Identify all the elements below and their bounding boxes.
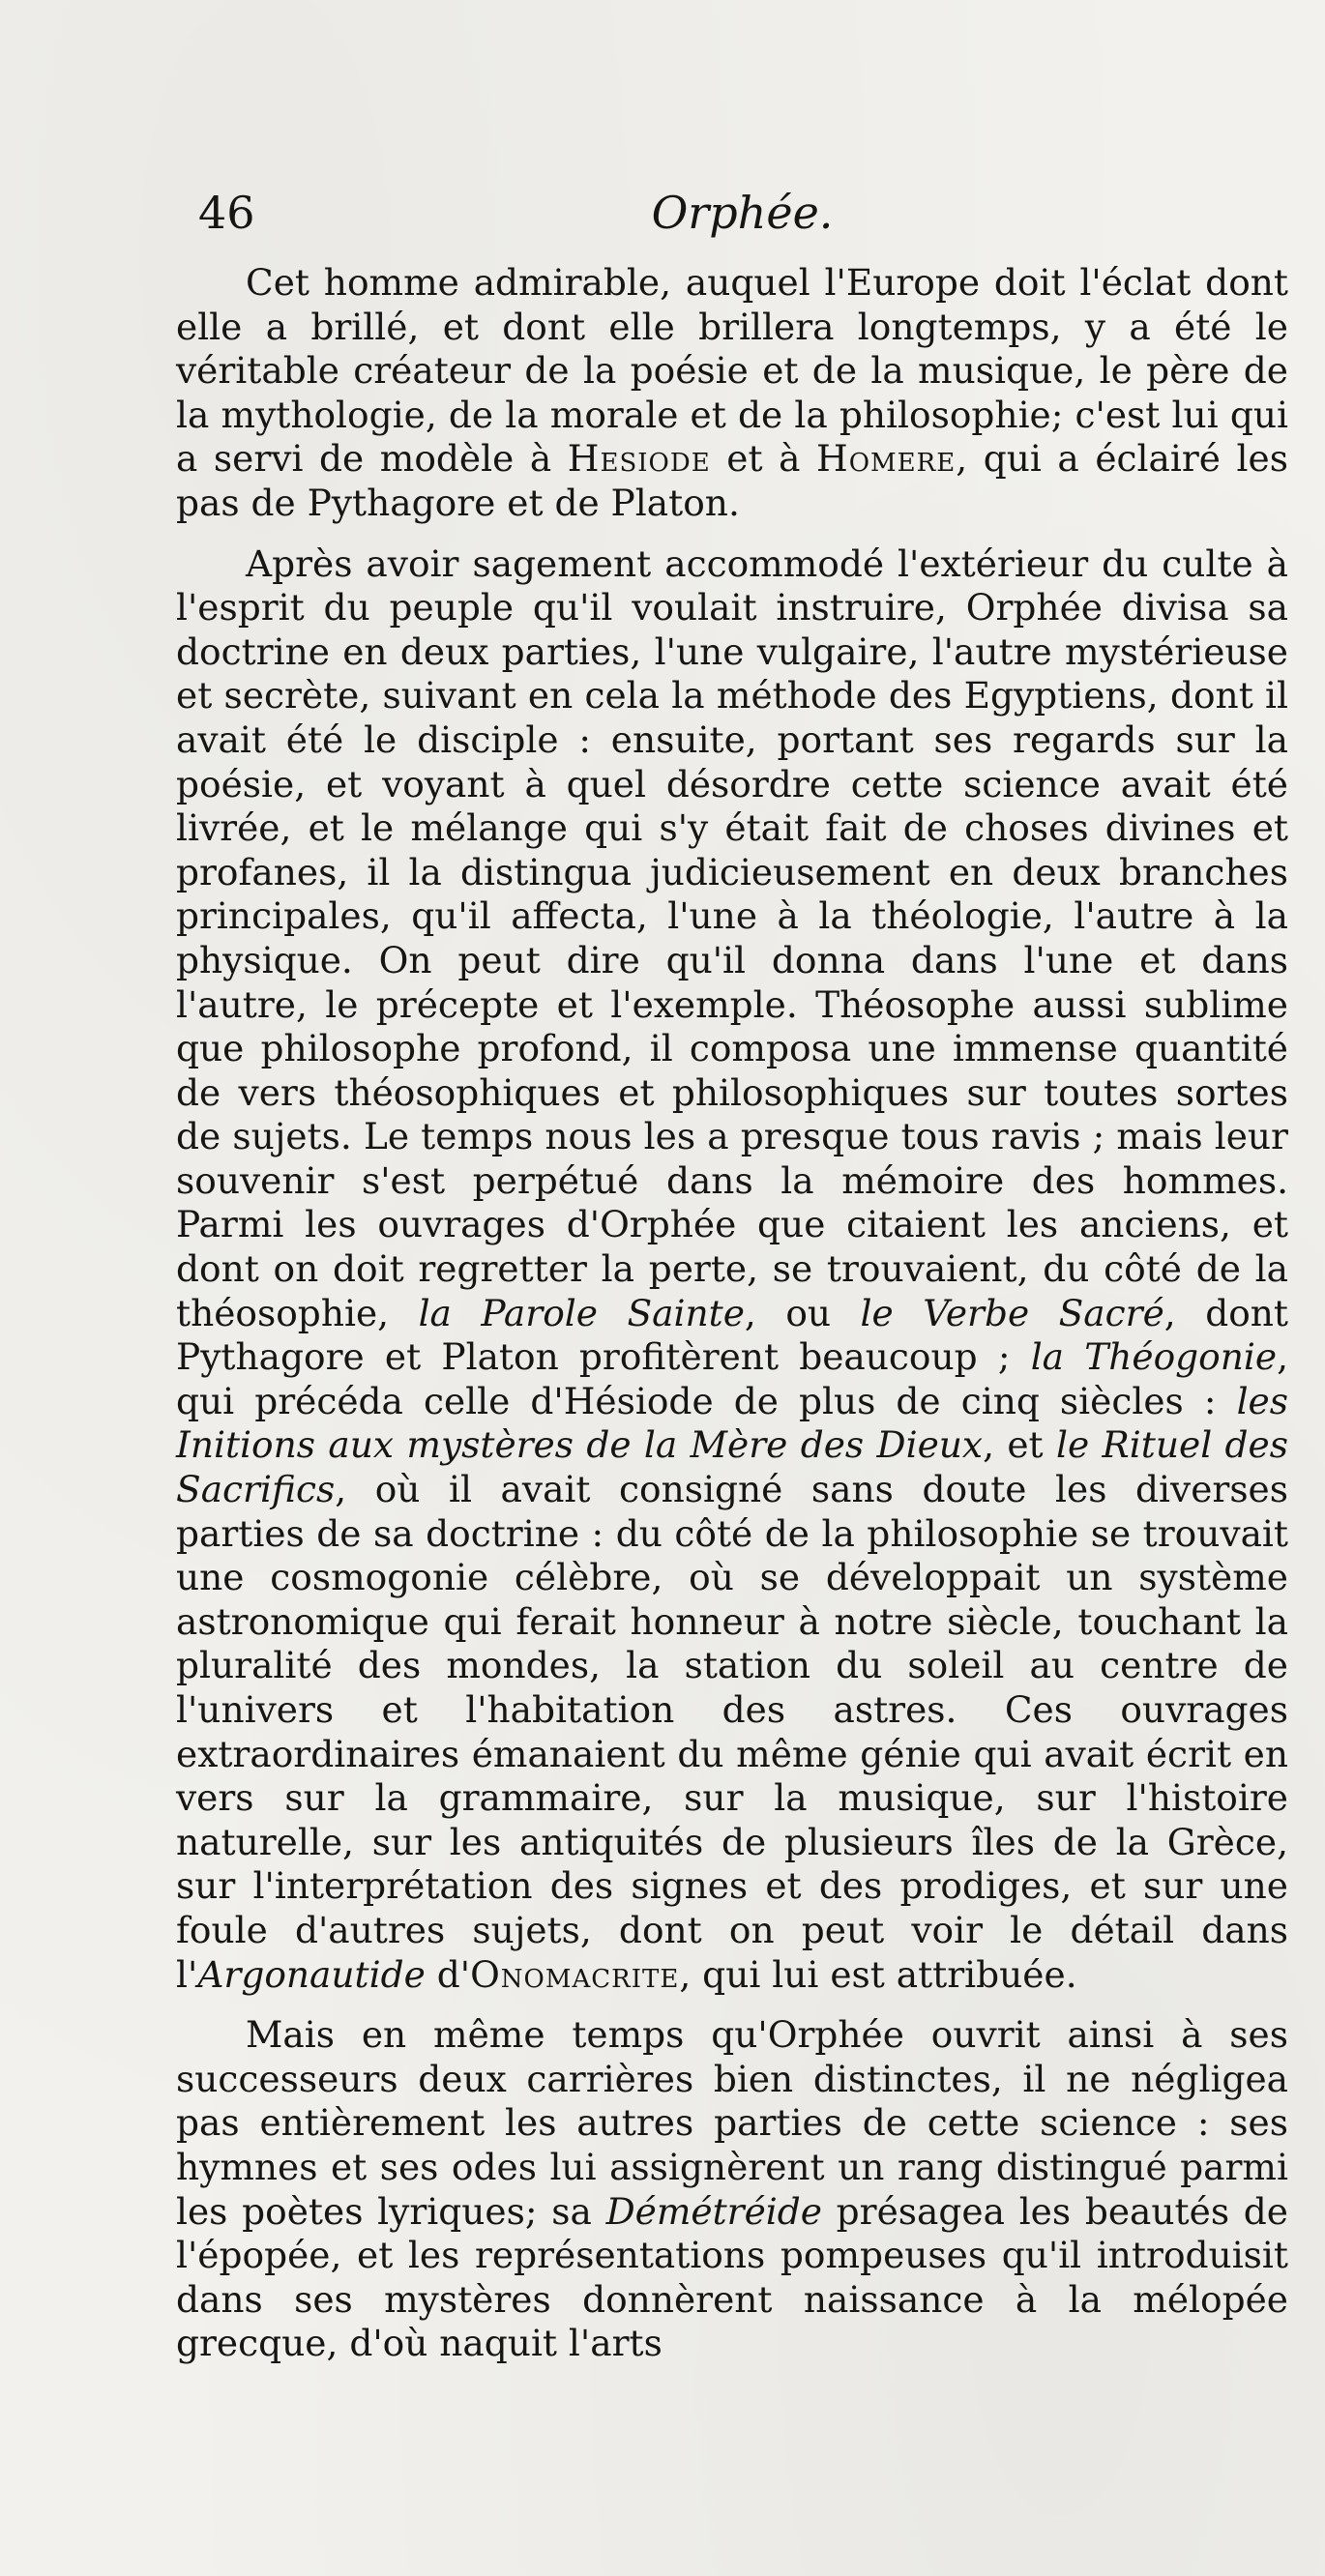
text-segment: , dont Pythagore et Platon profitèrent beaucoup ;	[176, 1291, 1288, 1379]
text-segment: présagea les beautés de l'épopée, et les représentations pompeuses qu'il introduisit dans ses mystères donnèrent naissance à la mélopée grecque, d'où naquit l'arts	[176, 2189, 1288, 2365]
author-name-onomacrite: Onomacrite	[470, 1952, 680, 1996]
text-segment: , ou	[744, 1291, 861, 1334]
page-number: 46	[198, 187, 255, 239]
work-title-rituel: le Rituel des Sacrifics	[176, 1423, 1288, 1511]
text-segment: Mais en même temps qu'Orphée ouvrit ainsi à ses successeurs deux carrières bien distinctes, il ne négligea pas entièrement les autres parties de cette science : ses hymnes et ses odes lui assignèrent un rang distingué parmi les poètes lyriques; sa	[176, 2013, 1288, 2233]
running-title: Orphée.	[651, 187, 834, 239]
text-segment: d'	[425, 1952, 471, 1996]
text-segment: , où il avait consigné sans doute les diverses parties de sa doctrine : du côté de la philosophie se trouvait une cosmogonie célèbre, où se développait un système astronomique qui ferait honneur à notre siècle, touchant la pluralité des mondes, la station du soleil au centre de l'univers et l'habitation des astres. Ces ouvrages extraordinaires émanaient du même génie qui avait écrit en vers sur la grammaire, sur la musique, sur l'histoire naturelle, sur les antiquités de plusieurs îles de la Grèce, sur l'interprétation des signes et des prodiges, et sur une foule d'autres sujets, dont on peut voir le détail dans l'	[176, 1468, 1288, 1996]
work-title-theogonie: la Théogonie	[1030, 1335, 1278, 1379]
work-title-initions: les Initions aux mystères de la Mère des Dieux	[176, 1379, 1288, 1467]
text-segment: Cet homme admirable, auquel l'Europe doit l'éclat dont elle a brillé, et dont elle brillera longtemps, y a été le véritable créateur de la poésie et de la musique, le père de la mythologie, de la morale et de la philosophie; c'est lui qui a servi de modèle à	[176, 261, 1288, 481]
text-segment: , et	[983, 1423, 1056, 1467]
text-segment: , qui a éclairé les pas de Pythagore et de Platon.	[176, 437, 1288, 524]
text-segment: Après avoir sagement accommodé l'extérieur du culte à l'esprit du peuple qu'il voulait instruire, Orphée divisa sa doctrine en deux parties, l'une vulgaire, l'autre mystérieuse et secrète, suivant en cela la méthode des Egyptiens, dont il avait été le disciple : ensuite, portant ses regards sur la poésie, et voyant à quel désordre cette science avait été livrée, et le mélange qui s'y était fait de choses divines et profanes, il la distingua judicieusement en deux branches principales, qu'il affecta, l'une à la théologie, l'autre à la physique. On peut dire qu'il donna dans l'une et dans l'autre, le précepte et l'exemple. Théosophe aussi sublime que philosophe profond, il composa une immense quantité de vers théosophiques et philosophiques sur toutes sortes de sujets. Le temps nous les a presque tous ravis ; mais leur souvenir s'est perpétué dans la mémoire des hommes. Parmi les ouvrages d'Orphée que citaient les anciens, et dont on doit regretter la perte, se trouvaient, du côté de la théosophie,	[176, 542, 1288, 1334]
body-text	[176, 261, 1288, 2366]
author-name-homere: Homere	[816, 437, 957, 481]
author-name-hesiode: Hesiode	[567, 437, 711, 481]
work-title-verbe-sacre: le Verbe Sacré	[860, 1291, 1164, 1334]
work-title-argonautide: Argonautide	[197, 1952, 426, 1996]
work-title-parole-sainte: la Parole Sainte	[418, 1291, 745, 1334]
page-header	[198, 184, 1286, 251]
paragraph-3	[176, 2013, 1288, 2366]
work-title-demetreide: Démétréide	[605, 2189, 822, 2233]
paragraph-1	[176, 261, 1288, 526]
text-segment: , qui lui est attribuée.	[679, 1952, 1077, 1996]
text-segment: et à	[710, 437, 817, 481]
paragraph-2	[176, 542, 1288, 1998]
text-segment: , qui précéda celle d'Hésiode de plus de cinq siècles :	[176, 1335, 1289, 1422]
